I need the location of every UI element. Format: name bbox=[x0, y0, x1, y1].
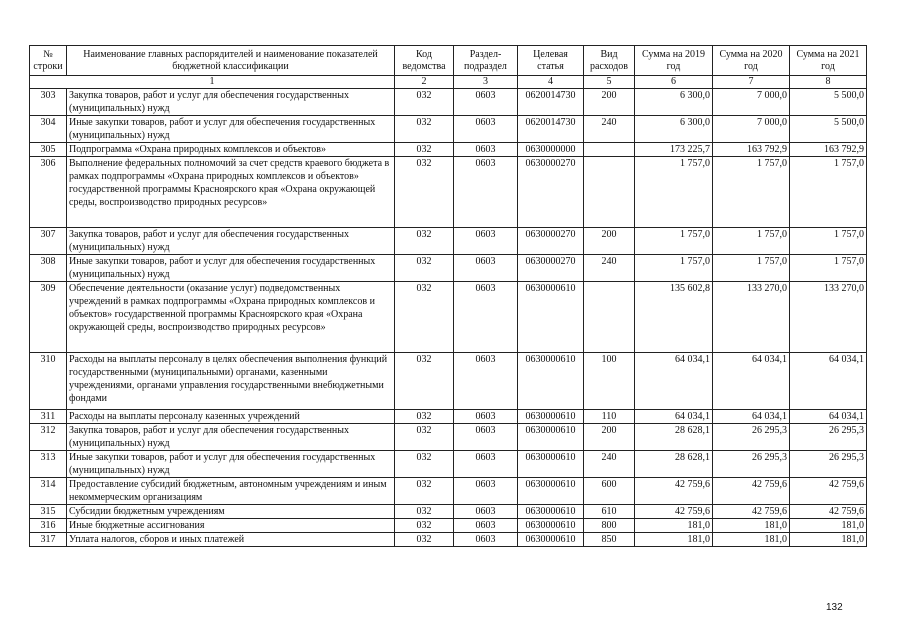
row-name: Обеспечение деятельности (оказание услуг) подведомственных учреждений в рамках подпрограммы «Охрана природных комплексов и объектов» государственной программы Красноярского края «Охрана окружающей среды, воспроизводство природных ресурсов» bbox=[67, 282, 395, 353]
row-sum-2021: 181,0 bbox=[790, 533, 867, 547]
row-sum-2021: 133 270,0 bbox=[790, 282, 867, 353]
column-number: 1 bbox=[30, 76, 395, 89]
row-name: Выполнение федеральных полномочий за счет средств краевого бюджета в рамках подпрограммы «Охрана природных комплексов и объектов» государственной программы Красноярского края «Охрана окружающей среды, воспроизводство природных ресурсов» bbox=[67, 157, 395, 228]
row-number: 308 bbox=[30, 255, 67, 282]
row-sum-2020: 163 792,9 bbox=[713, 143, 790, 157]
column-number: 7 bbox=[713, 76, 790, 89]
table-row bbox=[30, 157, 867, 228]
row-vedomstvo: 032 bbox=[395, 533, 454, 547]
row-name: Закупка товаров, работ и услуг для обеспечения государственных (муниципальных) нужд bbox=[67, 424, 395, 451]
header-sum-2020: Сумма на 2020 год bbox=[713, 46, 790, 76]
row-sum-2020: 7 000,0 bbox=[713, 89, 790, 116]
row-sum-2021: 181,0 bbox=[790, 519, 867, 533]
row-vid: 200 bbox=[584, 228, 635, 255]
table-row bbox=[30, 116, 867, 143]
row-sum-2021: 163 792,9 bbox=[790, 143, 867, 157]
row-number: 305 bbox=[30, 143, 67, 157]
row-sum-2021: 42 759,6 bbox=[790, 478, 867, 505]
row-name: Иные закупки товаров, работ и услуг для обеспечения государственных (муниципальных) нужд bbox=[67, 255, 395, 282]
row-vedomstvo: 032 bbox=[395, 505, 454, 519]
row-sum-2021: 1 757,0 bbox=[790, 157, 867, 228]
row-celevaya: 0630000610 bbox=[518, 424, 584, 451]
page-number: 132 bbox=[826, 602, 843, 613]
row-razdel: 0603 bbox=[454, 143, 518, 157]
row-vid: 850 bbox=[584, 533, 635, 547]
row-vedomstvo: 032 bbox=[395, 228, 454, 255]
row-sum-2019: 6 300,0 bbox=[635, 116, 713, 143]
column-number: 8 bbox=[790, 76, 867, 89]
row-razdel: 0603 bbox=[454, 451, 518, 478]
row-sum-2019: 64 034,1 bbox=[635, 353, 713, 410]
column-numbers-row bbox=[30, 76, 867, 89]
row-number: 316 bbox=[30, 519, 67, 533]
row-vid: 100 bbox=[584, 353, 635, 410]
row-sum-2020: 64 034,1 bbox=[713, 410, 790, 424]
row-name: Закупка товаров, работ и услуг для обеспечения государственных (муниципальных) нужд bbox=[67, 228, 395, 255]
row-vedomstvo: 032 bbox=[395, 519, 454, 533]
row-number: 311 bbox=[30, 410, 67, 424]
row-vid: 240 bbox=[584, 255, 635, 282]
row-name: Закупка товаров, работ и услуг для обеспечения государственных (муниципальных) нужд bbox=[67, 89, 395, 116]
row-name: Подпрограмма «Охрана природных комплексов и объектов» bbox=[67, 143, 395, 157]
row-celevaya: 0630000610 bbox=[518, 533, 584, 547]
row-razdel: 0603 bbox=[454, 157, 518, 228]
row-razdel: 0603 bbox=[454, 478, 518, 505]
column-number: 6 bbox=[635, 76, 713, 89]
row-sum-2019: 1 757,0 bbox=[635, 228, 713, 255]
row-celevaya: 0620014730 bbox=[518, 116, 584, 143]
row-sum-2020: 1 757,0 bbox=[713, 255, 790, 282]
row-number: 303 bbox=[30, 89, 67, 116]
row-celevaya: 0630000610 bbox=[518, 410, 584, 424]
row-number: 309 bbox=[30, 282, 67, 353]
row-sum-2020: 26 295,3 bbox=[713, 424, 790, 451]
row-sum-2019: 173 225,7 bbox=[635, 143, 713, 157]
row-razdel: 0603 bbox=[454, 533, 518, 547]
row-vid bbox=[584, 143, 635, 157]
table-row bbox=[30, 282, 867, 353]
row-razdel: 0603 bbox=[454, 353, 518, 410]
column-number: 2 bbox=[395, 76, 454, 89]
row-razdel: 0603 bbox=[454, 228, 518, 255]
column-number: 4 bbox=[518, 76, 584, 89]
row-vedomstvo: 032 bbox=[395, 157, 454, 228]
column-number: 5 bbox=[584, 76, 635, 89]
row-name: Расходы на выплаты персоналу в целях обеспечения выполнения функций государственными (муниципальными) органами, казенными учреждениями, органами управления государственными внебюджетными фондами bbox=[67, 353, 395, 410]
row-vid: 110 bbox=[584, 410, 635, 424]
row-sum-2019: 42 759,6 bbox=[635, 505, 713, 519]
header-razdel: Раздел- подраздел bbox=[454, 46, 518, 76]
row-sum-2019: 181,0 bbox=[635, 533, 713, 547]
row-vid: 610 bbox=[584, 505, 635, 519]
row-vid bbox=[584, 157, 635, 228]
table-row bbox=[30, 228, 867, 255]
row-name: Предоставление субсидий бюджетным, автономным учреждениям и иным некоммерческим организациям bbox=[67, 478, 395, 505]
row-celevaya: 0630000610 bbox=[518, 353, 584, 410]
table-row bbox=[30, 89, 867, 116]
row-number: 313 bbox=[30, 451, 67, 478]
row-razdel: 0603 bbox=[454, 519, 518, 533]
header-name: Наименование главных распорядителей и наименование показателей бюджетной классификации bbox=[67, 46, 395, 76]
row-number: 307 bbox=[30, 228, 67, 255]
row-sum-2019: 6 300,0 bbox=[635, 89, 713, 116]
row-number: 317 bbox=[30, 533, 67, 547]
row-sum-2021: 42 759,6 bbox=[790, 505, 867, 519]
row-sum-2019: 42 759,6 bbox=[635, 478, 713, 505]
table-row bbox=[30, 505, 867, 519]
table-row bbox=[30, 143, 867, 157]
row-vedomstvo: 032 bbox=[395, 478, 454, 505]
row-celevaya: 0630000610 bbox=[518, 505, 584, 519]
table-row bbox=[30, 410, 867, 424]
row-sum-2020: 64 034,1 bbox=[713, 353, 790, 410]
row-sum-2020: 133 270,0 bbox=[713, 282, 790, 353]
row-name: Расходы на выплаты персоналу казенных учреждений bbox=[67, 410, 395, 424]
table-row bbox=[30, 451, 867, 478]
row-vedomstvo: 032 bbox=[395, 116, 454, 143]
row-razdel: 0603 bbox=[454, 89, 518, 116]
table-row bbox=[30, 255, 867, 282]
row-sum-2019: 135 602,8 bbox=[635, 282, 713, 353]
row-sum-2020: 7 000,0 bbox=[713, 116, 790, 143]
row-sum-2021: 5 500,0 bbox=[790, 116, 867, 143]
header-vid: Вид расходов bbox=[584, 46, 635, 76]
table-row bbox=[30, 478, 867, 505]
column-number: 3 bbox=[454, 76, 518, 89]
row-sum-2019: 1 757,0 bbox=[635, 157, 713, 228]
row-vedomstvo: 032 bbox=[395, 451, 454, 478]
row-vid bbox=[584, 282, 635, 353]
budget-table bbox=[29, 45, 867, 547]
row-name: Иные закупки товаров, работ и услуг для обеспечения государственных (муниципальных) нужд bbox=[67, 451, 395, 478]
row-celevaya: 0630000270 bbox=[518, 157, 584, 228]
header-sum-2021: Сумма на 2021 год bbox=[790, 46, 867, 76]
row-celevaya: 0630000610 bbox=[518, 451, 584, 478]
row-razdel: 0603 bbox=[454, 116, 518, 143]
row-sum-2020: 1 757,0 bbox=[713, 157, 790, 228]
row-name: Иные закупки товаров, работ и услуг для обеспечения государственных (муниципальных) нужд bbox=[67, 116, 395, 143]
row-celevaya: 0630000610 bbox=[518, 519, 584, 533]
header-celevaya: Целевая статья bbox=[518, 46, 584, 76]
row-sum-2020: 1 757,0 bbox=[713, 228, 790, 255]
row-sum-2021: 26 295,3 bbox=[790, 424, 867, 451]
row-sum-2019: 28 628,1 bbox=[635, 451, 713, 478]
row-celevaya: 0630000000 bbox=[518, 143, 584, 157]
row-sum-2020: 26 295,3 bbox=[713, 451, 790, 478]
table-row bbox=[30, 519, 867, 533]
row-sum-2020: 42 759,6 bbox=[713, 478, 790, 505]
row-number: 310 bbox=[30, 353, 67, 410]
header-row-number: № строки bbox=[30, 46, 67, 76]
row-vid: 240 bbox=[584, 451, 635, 478]
row-vedomstvo: 032 bbox=[395, 143, 454, 157]
header-vedomstvo: Код ведомства bbox=[395, 46, 454, 76]
row-vid: 800 bbox=[584, 519, 635, 533]
row-sum-2021: 1 757,0 bbox=[790, 255, 867, 282]
row-celevaya: 0630000610 bbox=[518, 478, 584, 505]
table-row bbox=[30, 353, 867, 410]
row-number: 306 bbox=[30, 157, 67, 228]
row-sum-2019: 181,0 bbox=[635, 519, 713, 533]
row-number: 315 bbox=[30, 505, 67, 519]
row-number: 304 bbox=[30, 116, 67, 143]
row-sum-2020: 181,0 bbox=[713, 533, 790, 547]
row-sum-2019: 64 034,1 bbox=[635, 410, 713, 424]
row-name: Уплата налогов, сборов и иных платежей bbox=[67, 533, 395, 547]
row-celevaya: 0620014730 bbox=[518, 89, 584, 116]
row-sum-2021: 64 034,1 bbox=[790, 353, 867, 410]
row-number: 312 bbox=[30, 424, 67, 451]
row-number: 314 bbox=[30, 478, 67, 505]
row-sum-2020: 42 759,6 bbox=[713, 505, 790, 519]
row-sum-2021: 64 034,1 bbox=[790, 410, 867, 424]
row-vid: 200 bbox=[584, 89, 635, 116]
row-razdel: 0603 bbox=[454, 282, 518, 353]
row-vedomstvo: 032 bbox=[395, 410, 454, 424]
row-vedomstvo: 032 bbox=[395, 255, 454, 282]
row-sum-2021: 26 295,3 bbox=[790, 451, 867, 478]
row-vedomstvo: 032 bbox=[395, 282, 454, 353]
row-celevaya: 0630000270 bbox=[518, 255, 584, 282]
row-vedomstvo: 032 bbox=[395, 424, 454, 451]
row-vedomstvo: 032 bbox=[395, 89, 454, 116]
row-sum-2021: 5 500,0 bbox=[790, 89, 867, 116]
row-celevaya: 0630000610 bbox=[518, 282, 584, 353]
row-vedomstvo: 032 bbox=[395, 353, 454, 410]
row-vid: 240 bbox=[584, 116, 635, 143]
row-name: Иные бюджетные ассигнования bbox=[67, 519, 395, 533]
row-vid: 200 bbox=[584, 424, 635, 451]
row-razdel: 0603 bbox=[454, 410, 518, 424]
row-razdel: 0603 bbox=[454, 505, 518, 519]
row-sum-2019: 28 628,1 bbox=[635, 424, 713, 451]
table-row bbox=[30, 424, 867, 451]
row-celevaya: 0630000270 bbox=[518, 228, 584, 255]
row-razdel: 0603 bbox=[454, 255, 518, 282]
table-row bbox=[30, 533, 867, 547]
row-sum-2019: 1 757,0 bbox=[635, 255, 713, 282]
row-sum-2020: 181,0 bbox=[713, 519, 790, 533]
row-vid: 600 bbox=[584, 478, 635, 505]
header-sum-2019: Сумма на 2019 год bbox=[635, 46, 713, 76]
row-name: Субсидии бюджетным учреждениям bbox=[67, 505, 395, 519]
row-sum-2021: 1 757,0 bbox=[790, 228, 867, 255]
row-razdel: 0603 bbox=[454, 424, 518, 451]
